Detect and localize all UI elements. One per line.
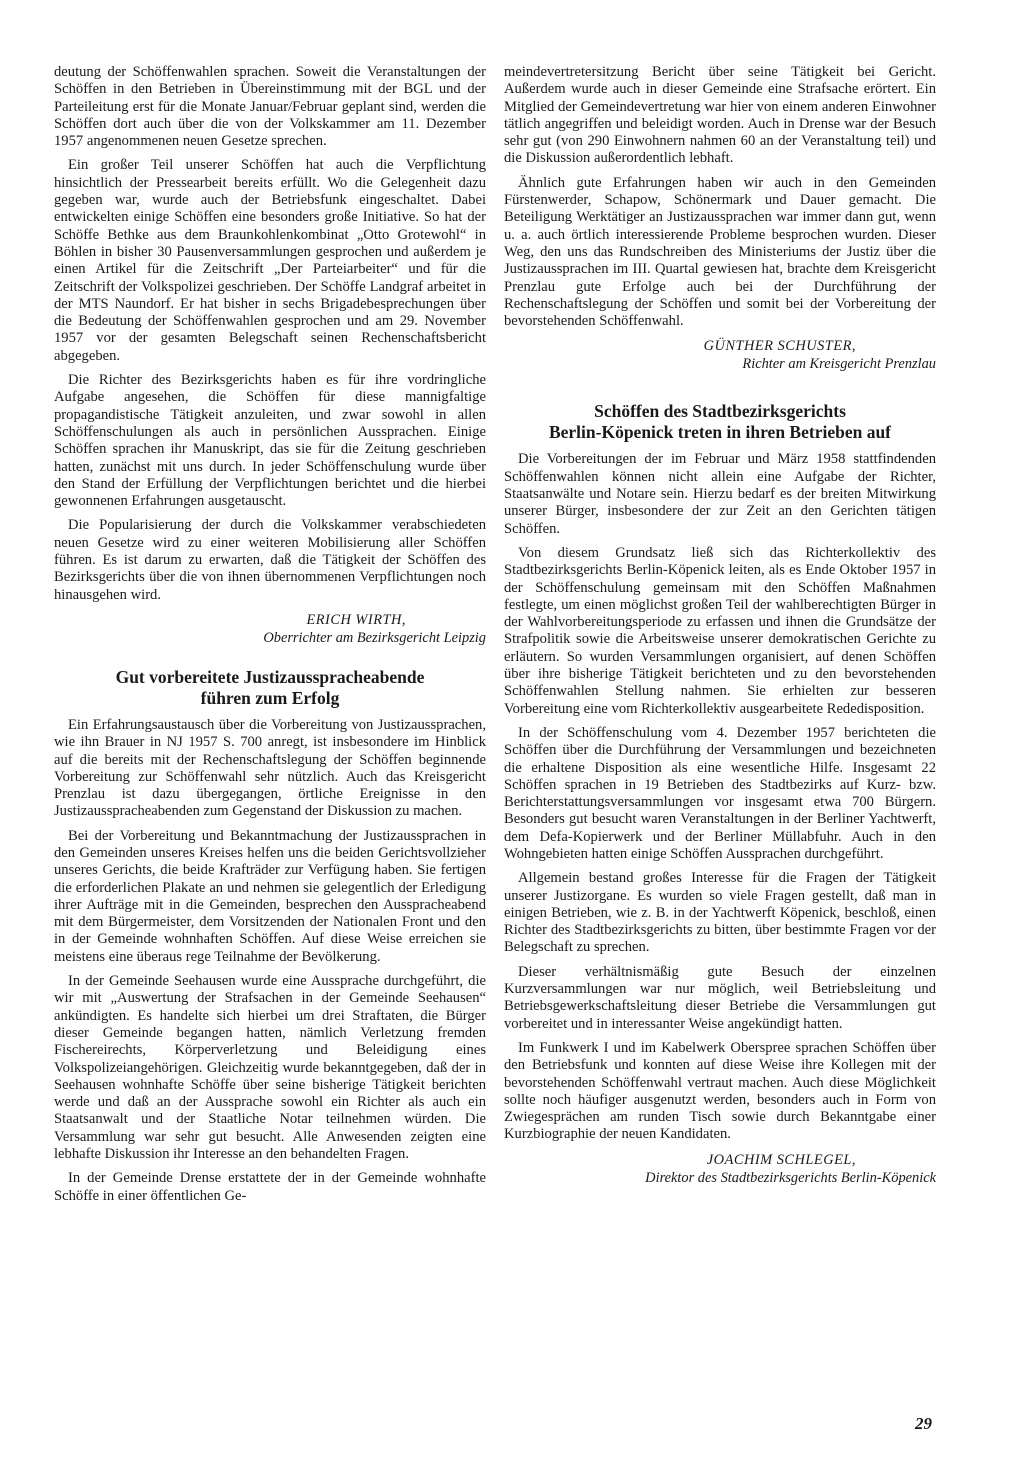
paragraph: Ein Erfahrungsaustausch über die Vorbereitung von Justizaussprachen, wie ihn Brauer in NJ 1957 S. 700 anregt, ist insbesondere im Hinblick auf die bereits mit der Rechenschaftslegung der Schöffen beginnende Vorbereitung zur Schöffenwahl sehr nützlich. Auch das Kreisgericht Prenzlau ist dazu übergegangen, örtliche Ereignisse in den Justizausspracheabenden zum Gegenstand der Diskussion zu machen. bbox=[54, 716, 486, 820]
paragraph: In der Gemeinde Seehausen wurde eine Aussprache durchgeführt, die wir mit „Auswertung der Strafsachen in der Gemeinde Seehausen“ ankündigten. Es handelte sich hierbei um drei Straftaten, die Bürger dieser Gemeinde begangen hatten, nämlich Verletzung fremden Fischereirechts, Körperverletzung und Beleidigung eines Volkspolizeiangehörigen. Gleichzeitig wurde bekanntgegeben, daß der in Seehausen wohnhafte Schöffe über seine bisherige Tätigkeit berichten werde und daß an der Aussprache sowohl ein Richter als auch ein Staatsanwalt und der Staatliche Notar teilnehmen würden. Die Versammlung war sehr gut besucht. Alle Anwesenden zeigten eine lebhafte Diskussion ihr Interesse an den behandelten Fragen. bbox=[54, 973, 486, 1163]
paragraph: Im Funkwerk I und im Kabelwerk Oberspree sprachen Schöffen über den Betriebsfunk und konnten auf diese Weise ihre Kollegen mit der bevorstehenden Schöffenwahl vertraut machen. Auch diese Möglichkeit sollte noch häufiger ausgenutzt werden, besonders auch in Form von Zwiegesprächen am runden Tisch sowie durch Bekanntgabe einer Kurzbiographie der neuen Kandidaten. bbox=[504, 1039, 936, 1143]
heading-line: führen zum Erfolg bbox=[200, 687, 340, 708]
signature-wirth bbox=[54, 611, 486, 647]
author-name: GÜNTHER SCHUSTER, bbox=[703, 338, 856, 355]
paragraph: Ähnlich gute Erfahrungen haben wir auch in den Gemeinden Fürstenwerder, Schapow, Schönermark und Dauer gemacht. Die Beteiligung Werktätiger an Justizaussprachen war immer dann gut, wenn u. a. auch örtlich interessierende Probleme besprochen wurden. Dieser Weg, den uns das Rundschreiben des Ministeriums der Justiz über die Justizaussprachen im III. Quartal gewiesen hat, brachte dem Kreisgericht Prenzlau gute Erfolge auch bei der Durchführung der Rechenschaftslegung der Schöffen und somit bei der Vorbereitung der bevorstehenden Schöffenwahl. bbox=[504, 174, 936, 330]
paragraph: Die Popularisierung der durch die Volkskammer verabschiedeten neuen Gesetze wird zu einer weiteren Mobilisierung aller Schöffen führen. Es ist darum zu erwarten, daß die Tätigkeit der Schöffen des Bezirksgerichts über die von ihnen übernommenen Verpflichtungen noch hinausgehen wird. bbox=[54, 517, 486, 603]
paragraph: Allgemein bestand großes Interesse für die Fragen der Tätigkeit unserer Justizorgane. Es wurden so viele Fragen gestellt, daß man in einigen Betrieben, wie z. B. in der Yachtwerft Köpenick, beschloß, einen Richter des Stadtbezirksgerichts zu bitten, über bestimmte Fragen vor der Belegschaft zu sprechen. bbox=[504, 870, 936, 956]
paragraph: Bei der Vorbereitung und Bekanntmachung der Justizaussprachen in den Gemeinden unseres Kreises helfen uns die beiden Gerichtsvollzieher unseres Gerichts, die beide Krafträder zur Verfügung haben. Sie fertigen die erforderlichen Plakate an und nehmen sie gelegentlich der Erledigung ihrer Aufträge mit in die Gemeinden, besprechen den Ausspracheabend mit dem Bürgermeister, dem Vorsitzenden der Nationalen Front und den in der Gemeinde wohnhaften Schöffen. Auf diese Weise erreichen sie meistens eine überaus rege Teilnahme der Bevölkerung. bbox=[54, 827, 486, 965]
signature-schlegel bbox=[504, 1151, 936, 1187]
author-name: ERICH WIRTH, bbox=[306, 611, 406, 628]
paragraph: In der Gemeinde Drense erstattete der in der Gemeinde wohnhafte Schöffe in einer öffentlichen Ge- bbox=[54, 1170, 486, 1204]
paragraph: meindevertretersitzung Bericht über seine Tätigkeit bei Gericht. Außerdem wurde auch in dieser Gemeinde eine Strafsache erörtert. Ein Mitglied der Gemeindevertretung war hier von einem anderen Einwohner tätlich angegriffen und beleidigt worden. Auch in Drense war der Besuch sehr gut (von 290 Einwohnern nahmen 60 an der Veranstaltung teil) und die Diskussion außerordentlich lebhaft. bbox=[504, 64, 936, 167]
paragraph: Die Vorbereitungen der im Februar und März 1958 stattfindenden Schöffenwahlen können nicht allein eine Aufgabe der Richter, Staatsanwälte und Notare sein. Hierzu bedarf es der breiten Mitwirkung unserer Bürger, insbesondere der zur Zeit an den Gerichten tätigen Schöffen. bbox=[504, 451, 936, 537]
right-column bbox=[504, 64, 936, 1195]
paragraph: Ein großer Teil unserer Schöffen hat auch die Verpflichtung hinsichtlich der Pressearbeit bereits erfüllt. Wo die Gelegenheit dazu gegeben war, wurde auch der Betriebsfunk eingeschaltet. Dabei entwickelten einige Schöffen eine besonders große Initiative. So hat der Schöffe Bethke aus dem Braunkohlenkombinat „Otto Grotewohl“ in Böhlen in bisher 30 Pausenversammlungen gesprochen und außerdem je einen Artikel für die Zeitschrift „Der Parteiarbeiter“ und für die Zeitschrift der Volkspolizei geschrieben. Der Schöffe Landgraf arbeitet in der MTS Naundorf. Er hat bisher in sechs Brigadebesprechungen über die Bedeutung der Schöffenwahlen gesprochen und am 29. November 1957 vor der gesamten Belegschaft seinen Rechenschaftsbericht abgegeben. bbox=[54, 157, 486, 364]
heading-line: Gut vorbereitete Justizausspracheabende bbox=[115, 666, 425, 687]
paragraph: Die Richter des Bezirksgerichts haben es für ihre vordringliche Aufgabe angesehen, die Schöffen für diese mannigfaltige propagandistische Tätigkeit anzuleiten, und zwar sowohl in allen Schöffenschulungen als auch in persönlichen Aussprachen. Einige Schöffen sprachen ihr Manuskript, das sie für die Zeitung geschrieben hatten, zunächst mit uns durch. In jeder Schöffenschulung wurde über den Stand der Erfüllung der Verpflichtungen berichtet und die hierbei gewonnenen Erfahrungen ausgetauscht. bbox=[54, 372, 486, 510]
heading-line: Berlin-Köpenick treten in ihren Betrieben auf bbox=[548, 422, 892, 443]
paragraph: Dieser verhältnismäßig gute Besuch der einzelnen Kurzversammlungen war nur möglich, weil Betriebsleitung und Betriebsgewerkschaftsleitung dieser Betriebe die Versammlungen gut vorbereitet und in interessanter Weise angekündigt hatten. bbox=[504, 963, 936, 1032]
paragraph: In der Schöffenschulung vom 4. Dezember 1957 berichteten die Schöffen über die Durchführung der Versammlungen und bezeichneten die erhaltene Disposition als eine wesentliche Hilfe. Insgesamt 22 Schöffen sprachen in 19 Betrieben des Stadtbezirks auf Kurz- bzw. Berichterstattungsversammlungen vor insgesamt etwa 700 Bürgern. Besonders gut besucht waren Veranstaltungen in der Berliner Yachtwerft, dem Defa-Kopierwerk und der Berliner Müllabfuhr. Auch in den Wohngebieten hatten einige Schöffen Aussprachen durchgeführt. bbox=[504, 724, 936, 862]
article-heading-justizausspracheabende bbox=[54, 667, 486, 709]
author-role: Direktor des Stadtbezirksgerichts Berlin-Köpenick bbox=[645, 1169, 936, 1186]
author-role: Richter am Kreisgericht Prenzlau bbox=[742, 356, 936, 373]
signature-schuster bbox=[504, 337, 936, 373]
article-heading-koepenick bbox=[504, 401, 936, 443]
paragraph: deutung der Schöffenwahlen sprachen. Soweit die Veranstaltungen der Schöffen in den Betrieben in Übereinstimmung mit der BGL und der Parteileitung erst für die Monate Januar/Februar geplant sind, werden die Schöffen dort auch über die von der Volkskammer am 11. Dezember 1957 angenommenen neuen Gesetze sprechen. bbox=[54, 64, 486, 150]
author-role: Oberrichter am Bezirksgericht Leipzig bbox=[263, 629, 486, 646]
paragraph: Von diesem Grundsatz ließ sich das Richterkollektiv des Stadtbezirksgerichts Berlin-Köpenick leiten, als es Ende Oktober 1957 in der Schöffenschulung gemeinsam mit den Schöffen Maßnahmen festlegte, um einen möglichst großen Teil der wahlberechtigten Bürger in der Wahlvorbereitungsperiode zu erfassen und ihnen die Grundsätze der Strafpolitik sowie die Arbeitsweise unserer demokratischen Gerichte zu erläutern. So wurden Versammlungen organisiert, auf denen Schöffen über ihre bisherige Tätigkeit berichteten und zu den bevorstehenden Schöffenwahlen Stellung nahmen. Sie erhielten zur besseren Vorbereitung eine vom Richterkollektiv ausgearbeitete Rededisposition. bbox=[504, 544, 936, 717]
heading-line: Schöffen des Stadtbezirksgerichts bbox=[594, 401, 846, 422]
author-name: JOACHIM SCHLEGEL, bbox=[706, 1151, 856, 1168]
left-column bbox=[54, 64, 486, 1212]
page-number: 29 bbox=[915, 1414, 932, 1433]
